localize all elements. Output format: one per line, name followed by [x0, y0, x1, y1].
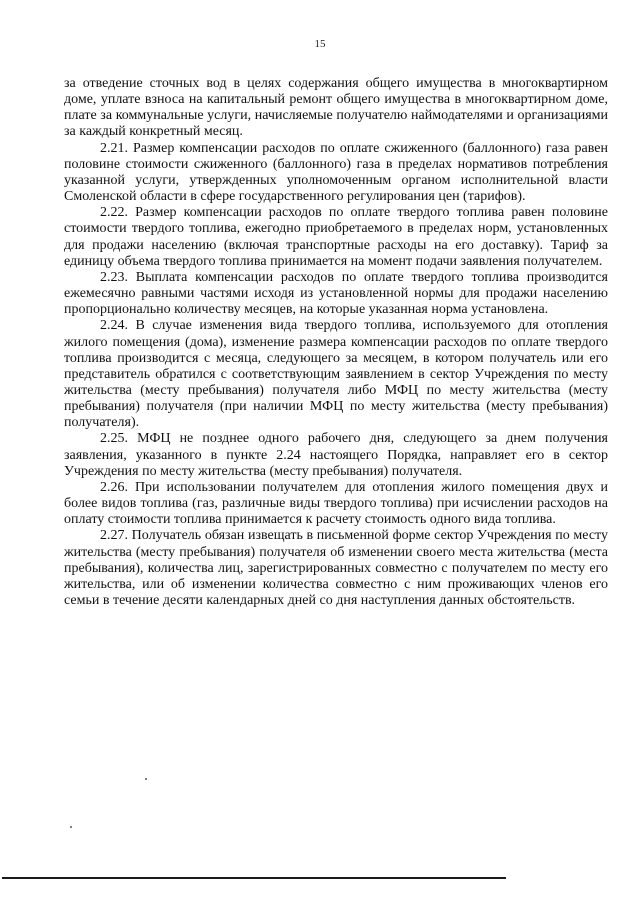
- scan-speck: [145, 778, 147, 780]
- paragraph-2-25: 2.25. МФЦ не позднее одного рабочего дня, следующего за днем получения заявления, указанного в пункте 2.24 настоящего Порядка, направляет его в сектор Учреждения по месту жительства (месту пребывания) получателя.: [64, 431, 608, 479]
- paragraph-2-22: 2.22. Размер компенсации расходов по оплате твердого топлива равен половине стоимости твердого топлива, ежегодно приобретаемого в пределах норм, установленных для продажи населению (включая транспортные расходы на его доставку). Тариф за единицу объема твердого топлива принимается на момент подачи заявления получателем.: [64, 205, 608, 269]
- paragraph-continuation: за отведение сточных вод в целях содержания общего имущества в многоквартирном доме, уплате взноса на капитальный ремонт общего имущества в многоквартирном доме, плате за коммунальные услуги, начисляемые получателю наймодателями и организациями за каждый конкретный месяц.: [64, 76, 608, 140]
- paragraph-2-26: 2.26. При использовании получателем для отопления жилого помещения двух и более видов топлива (газ, различные виды твердого топлива) при исчислении расходов на оплату стоимости топлива принимается к расчету стоимость одного вида топлива.: [64, 479, 608, 528]
- paragraph-2-27: 2.27. Получатель обязан извещать в письменной форме сектор Учреждения по месту жительства (месту пребывания) получателя об изменении своего места жительства (места пребывания), количества лиц, зарегистрированных совместно с получателем по месту его жительства, или об изменении количества совместно с ним проживающих членов его семьи в течение десяти календарных дней со дня наступления данных обстоятельств.: [64, 528, 608, 608]
- scan-speck: [70, 826, 72, 828]
- scan-edge-line: [2, 877, 506, 879]
- paragraph-2-21: 2.21. Размер компенсации расходов по оплате сжиженного (баллонного) газа равен половине стоимости сжиженного (баллонного) газа в пределах нормативов потребления указанной услуги, утвержденных уполномоченным органом исполнительной власти Смоленской области в сфере государственного регулирования цен (тарифов).: [64, 140, 608, 205]
- document-body: [64, 76, 608, 609]
- paragraph-2-23: 2.23. Выплата компенсации расходов по оплате твердого топлива производится ежемесячно равными частями исходя из установленной нормы для продажи населению пропорционально количеству месяцев, на которые указанная норма установлена.: [64, 269, 608, 318]
- paragraph-2-24: 2.24. В случае изменения вида твердого топлива, используемого для отопления жилого помещения (дома), изменение размера компенсации расходов по оплате твердого топлива производится с месяца, следующего за месяцем, в котором получатель или его представитель обратился с соответствующим заявлением в сектор Учреждения по месту жительства (месту пребывания) получателя либо МФЦ по месту жительства (месту пребывания) получателя (при наличии МФЦ по месту жительства (месту пребывания) получателя).: [64, 318, 608, 431]
- page-number: 15: [314, 38, 326, 50]
